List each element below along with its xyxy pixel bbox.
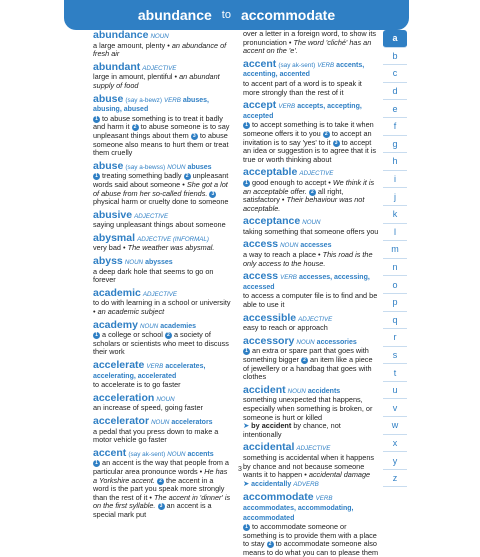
entry-accelerate: accelerate VERB accelerates, accelerating, accelerated to accelerate is to go faster xyxy=(93,359,206,390)
letter-tab-a[interactable]: a xyxy=(383,30,407,48)
letter-tab-g[interactable]: g xyxy=(383,136,407,154)
letter-tab-t[interactable]: t xyxy=(383,364,407,382)
entry-access-noun: access NOUN accesses a way to reach a place • This road is the only access to the house. xyxy=(243,238,373,268)
sense-number-icon: 1 xyxy=(93,173,100,180)
letter-tab-x[interactable]: x xyxy=(383,435,407,453)
entry-abyss: abyss NOUN abysses a deep dark hole that seems to go on forever xyxy=(93,255,214,285)
entry-accessible: accessible ADJECTIVE easy to reach or approach xyxy=(243,311,333,333)
entry-abundant: abundant ADJECTIVE large in amount, plentiful • an abundant supply of food xyxy=(93,60,220,90)
page-number: 3 xyxy=(238,466,242,473)
letter-tab-y[interactable]: y xyxy=(383,452,407,470)
entry-abundance: abundance NOUN a large amount, plenty • an abundance of fresh air xyxy=(93,29,227,59)
letter-tab-v[interactable]: v xyxy=(383,399,407,417)
letter-tab-h[interactable]: h xyxy=(383,153,407,171)
letter-tab-r[interactable]: r xyxy=(383,329,407,347)
entry-abuse-verb: abuse (say a-bewz) VERB abuses, abusing, abused 1 to abuse something is to treat it badly and harm it 2 to abuse someone is to say unpleasant things about them 3 to abuse someone also means to hurt them or treat them cruelly xyxy=(93,92,230,158)
sense-number-icon: 2 xyxy=(184,173,191,180)
phrase-arrow-icon: ➤ xyxy=(243,421,250,431)
entry-abusive: abusive ADJECTIVE saying unpleasant things about someone xyxy=(93,208,226,230)
header-to: to xyxy=(221,9,231,21)
letter-tab-w[interactable]: w xyxy=(383,417,407,435)
derived-arrow-icon: ➤ xyxy=(243,478,250,488)
letter-tab-k[interactable]: k xyxy=(383,206,407,224)
letter-tab-q[interactable]: q xyxy=(383,312,407,330)
entry-academic: academic ADJECTIVE to do with learning in a school or university • an academic subject xyxy=(93,286,231,317)
letter-tab-o[interactable]: o xyxy=(383,276,407,294)
sense-number-icon: 2 xyxy=(165,332,172,339)
letter-tab-d[interactable]: d xyxy=(383,83,407,101)
entry-accent-verb: accent (say ak-sent) VERB accents, accenting, accented to accent part of a word is to speak it more strongly than the rest of it xyxy=(243,57,365,97)
sense-number-icon: 3 xyxy=(191,133,198,140)
column-left xyxy=(93,29,231,519)
sense-number-icon: 1 xyxy=(93,116,100,123)
sense-number-icon: 2 xyxy=(301,357,308,364)
entry-acceleration: acceleration NOUN an increase of speed, going faster xyxy=(93,391,203,413)
entry-access-verb: access VERB accesses, accessing, accessed to access a computer file is to find and be able to use it xyxy=(243,270,378,310)
letter-tab-b[interactable]: b xyxy=(383,48,407,66)
letter-tab-s[interactable]: s xyxy=(383,347,407,365)
entry-accident: accident NOUN accidents something unexpected that happens, especially when something is broken, or someone is hurt or killed ➤ by accident by chance, not intentionally xyxy=(243,383,373,439)
entry-accessory: accessory NOUN accessories 1 an extra or spare part that goes with something bigger 2 an item like a piece of jewellery or a handbag that goes with clothes xyxy=(243,334,373,382)
sense-number-icon: 1 xyxy=(93,460,100,467)
sense-number-icon: 2 xyxy=(157,478,164,485)
entry-acceptable: acceptable ADJECTIVE 1 good enough to accept • We think it is an acceptable offer. 2 all right, satisfactory • Their behaviour was not acceptable. xyxy=(243,166,375,213)
letter-tab-e[interactable]: e xyxy=(383,100,407,118)
letter-tab-n[interactable]: n xyxy=(383,259,407,277)
entry-accept: accept VERB accepts, accepting, accepted 1 to accept something is to take it when someone offers it to you 2 to accept an invitation is to say 'yes' to it 3 to accept an idea or suggestion is to agree that it is true or worth thinking about xyxy=(243,99,377,164)
letter-tab-i[interactable]: i xyxy=(383,171,407,189)
entry-accent-noun: accent (say ak-sent) NOUN accents 1 an accent is the way that people from a particular area pronounce words • He has a Yorkshire accent. 2 the accent in a word is the part you speak more strongly than the rest of it • The accent in 'dinner' is on the first syllable. 3 an accent is a special mark put xyxy=(93,446,231,519)
sense-number-icon: 3 xyxy=(333,140,340,147)
entry-abysmal: abysmal ADJECTIVE (INFORMAL) very bad • The weather was abysmal. xyxy=(93,231,215,253)
sense-number-icon: 1 xyxy=(243,180,250,187)
sense-number-icon: 2 xyxy=(323,131,330,138)
first-headword: abundance xyxy=(137,7,212,23)
alphabet-tabs xyxy=(383,30,407,487)
sense-number-icon: 1 xyxy=(93,332,100,339)
letter-tab-u[interactable]: u xyxy=(383,382,407,400)
entry-academy: academy NOUN academies 1 a college or school 2 a society of scholars or scientists who meet to discuss their work xyxy=(93,318,229,357)
entry-accelerator: accelerator NOUN accelerators a pedal that you press down to make a motor vehicle go faster xyxy=(93,414,219,445)
page-header xyxy=(64,0,409,30)
letter-tab-j[interactable]: j xyxy=(383,188,407,206)
sense-number-icon: 1 xyxy=(243,348,250,355)
letter-tab-p[interactable]: p xyxy=(383,294,407,312)
letter-tab-f[interactable]: f xyxy=(383,118,407,136)
entry-accent-continued: over a letter in a foreign word, to show its pronunciation • The word 'cliché' has an accent on the 'e'. xyxy=(243,29,377,56)
letter-tab-z[interactable]: z xyxy=(383,470,407,488)
entry-acceptance: acceptance NOUN taking something that someone offers you xyxy=(243,215,379,236)
sense-number-icon: 2 xyxy=(309,189,316,196)
last-headword: accommodate xyxy=(240,7,336,23)
sense-number-icon: 3 xyxy=(209,191,216,198)
sense-number-icon: 1 xyxy=(243,122,250,129)
letter-tab-c[interactable]: c xyxy=(383,65,407,83)
letter-tab-l[interactable]: l xyxy=(383,224,407,242)
entry-accommodate: accommodate VERB accommodates, accommodating, accommodated 1 to accommodate someone or something is to provide them with a place to stay 2 to accommodate someone also means to do what you can to please them xyxy=(243,491,379,557)
entry-accidental: accidental ADJECTIVE something is accidental when it happens by chance and not because someone wants it to happen • accidental damage ➤ accidentally ADVERB xyxy=(243,441,375,488)
column-right xyxy=(243,29,379,557)
letter-tab-m[interactable]: m xyxy=(383,241,407,259)
entry-abuse-noun: abuse (say a-bewss) NOUN abuses 1 treating something badly 2 unpleasant words said about someone • She got a lot of abuse from her so-called friends. 3 physical harm or cruelty done to someone xyxy=(93,159,229,207)
sense-number-icon: 2 xyxy=(267,541,274,548)
sense-number-icon: 2 xyxy=(132,124,139,131)
sense-number-icon: 3 xyxy=(158,503,165,510)
sense-number-icon: 1 xyxy=(243,524,250,531)
